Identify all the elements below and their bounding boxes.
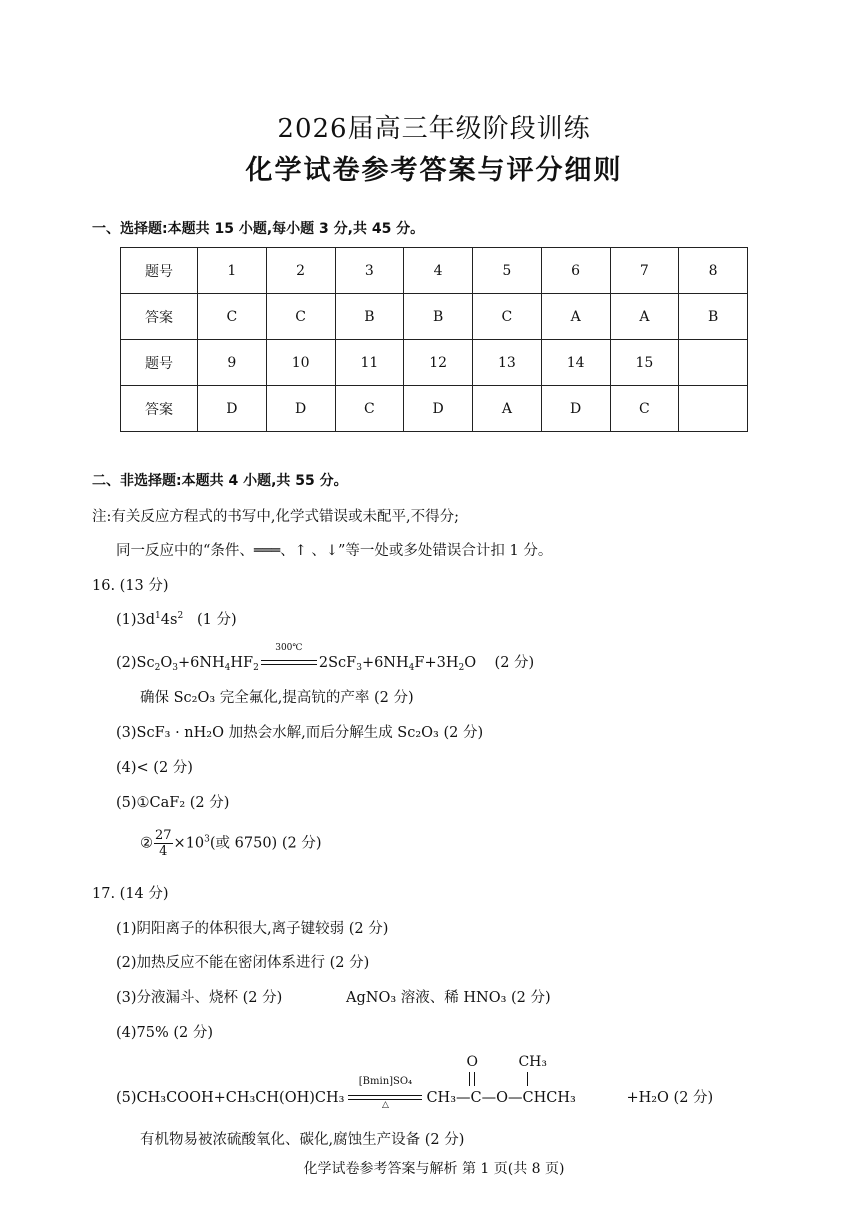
equation-text: (2)Sc xyxy=(116,655,155,671)
question-number: 9 xyxy=(198,340,267,386)
heat-symbol: △ xyxy=(381,1100,389,1110)
question-number: 5 xyxy=(473,248,542,294)
table-row xyxy=(121,386,748,432)
answer-cell: D xyxy=(541,386,610,432)
answer-text: 4s xyxy=(160,612,178,628)
question-number: 1 xyxy=(198,248,267,294)
answer-cell: B xyxy=(679,294,748,340)
q17-part5-note: 有机物易被浓硫酸氧化、碳化,腐蚀生产设备 (2 分) xyxy=(140,1132,465,1148)
numerator: 27 xyxy=(155,828,172,843)
question-number: 8 xyxy=(679,248,748,294)
answer-cell: B xyxy=(335,294,404,340)
reaction-condition: [Bmin]SO₄ xyxy=(358,1076,413,1087)
section2-heading: 二、非选择题:本题共 4 小题,共 55 分。 xyxy=(92,473,348,489)
ester-chain: CH₃—C—O—CHCH₃ xyxy=(426,1090,576,1106)
answer-cell: A xyxy=(610,294,679,340)
row-label: 答案 xyxy=(121,386,198,432)
answer-text: ② xyxy=(140,835,153,852)
q16-part1 xyxy=(116,608,237,629)
table-row xyxy=(121,248,748,294)
answer-cell: C xyxy=(610,386,679,432)
double-bond xyxy=(469,1072,475,1086)
methyl-branch: CH₃ xyxy=(518,1054,547,1070)
q16-part3: (3)ScF₃ · nH₂O 加热会水解,而后分解生成 Sc₂O₃ (2 分) xyxy=(116,725,484,741)
question-number: 13 xyxy=(473,340,542,386)
question-number: 10 xyxy=(266,340,335,386)
table-row xyxy=(121,340,748,386)
answer-cell: C xyxy=(266,294,335,340)
q16-part5a: (5)①CaF₂ (2 分) xyxy=(116,795,230,811)
exam-title: 2026届高三年级阶段训练 xyxy=(277,114,591,144)
q17-part2: (2)加热反应不能在密闭体系进行 (2 分) xyxy=(116,955,370,971)
q17-part4: (4)75% (2 分) xyxy=(116,1025,214,1041)
answer-cell: B xyxy=(404,294,473,340)
answer-cell: D xyxy=(198,386,267,432)
answer-cell: C xyxy=(335,386,404,432)
q16-part2: $(2)Sc_2O_3+6NH_4HF_2$ 300℃ $2ScF_3+6NH_4F+3H_2O$ (2 分) xyxy=(116,643,535,673)
question-number: 3 xyxy=(335,248,404,294)
answer-table xyxy=(120,247,748,432)
table-row xyxy=(121,294,748,340)
question-number: 14 xyxy=(541,340,610,386)
q17-part1: (1)阴阳离子的体积很大,离子键较弱 (2 分) xyxy=(116,921,389,937)
document-title: 化学试卷参考答案与评分细则 xyxy=(245,155,623,186)
answer-cell: D xyxy=(404,386,473,432)
q17-part3a: (3)分液漏斗、烧杯 (2 分) xyxy=(116,990,283,1006)
grading-note: 注:有关反应方程式的书写中,化学式错误或未配平,不得分; xyxy=(92,509,459,525)
answer-cell: C xyxy=(473,294,542,340)
score-text: (1 分) xyxy=(197,612,237,628)
answer-text: (或 6750) (2 分) xyxy=(209,835,322,852)
row-label: 题号 xyxy=(121,340,198,386)
question-17-label: 17. (14 分) xyxy=(92,886,169,902)
fraction xyxy=(154,828,173,859)
q16-part5b xyxy=(140,828,321,859)
question-number: 4 xyxy=(404,248,473,294)
answer-cell: A xyxy=(473,386,542,432)
reaction-condition: 300℃ xyxy=(275,643,303,653)
row-label: 题号 xyxy=(121,248,198,294)
question-number: 15 xyxy=(610,340,679,386)
superscript: 1 xyxy=(155,611,161,621)
question-number xyxy=(679,340,748,386)
score-text: (2 分) xyxy=(494,655,535,671)
q16-part4: (4)< (2 分) xyxy=(116,760,193,776)
answer-text: (1)3d xyxy=(116,612,156,628)
q17-part3b: AgNO₃ 溶液、稀 HNO₃ (2 分) xyxy=(346,990,551,1006)
grading-note: 同一反应中的“条件、═══、↑ 、↓”等一处或多处错误合计扣 1 分。 xyxy=(116,543,553,559)
page-footer: 化学试卷参考答案与解析 第 1 页(共 8 页) xyxy=(303,1161,565,1177)
equation-text: (5)CH₃COOH+CH₃CH(OH)CH₃ xyxy=(116,1090,345,1106)
superscript: 3 xyxy=(204,834,210,845)
question-16-label: 16. (13 分) xyxy=(92,578,169,594)
section1-heading: 一、选择题:本题共 15 小题,每小题 3 分,共 45 分。 xyxy=(92,221,425,237)
reaction-arrow xyxy=(261,643,317,670)
answer-cell: D xyxy=(266,386,335,432)
q17-part5 xyxy=(116,1054,714,1110)
answer-text: ×10 xyxy=(173,835,205,852)
question-number: 11 xyxy=(335,340,404,386)
carbonyl-oxygen: O xyxy=(466,1054,478,1070)
question-number: 6 xyxy=(541,248,610,294)
answer-cell: C xyxy=(198,294,267,340)
answer-cell: A xyxy=(541,294,610,340)
ester-structure xyxy=(426,1054,626,1108)
question-number: 12 xyxy=(404,340,473,386)
row-label: 答案 xyxy=(121,294,198,340)
denominator: 4 xyxy=(159,844,168,859)
reaction-arrow xyxy=(348,1076,422,1110)
answer-cell xyxy=(679,386,748,432)
question-number: 2 xyxy=(266,248,335,294)
equation-text: +H₂O (2 分) xyxy=(626,1090,714,1106)
single-bond xyxy=(527,1072,528,1086)
q16-part2-note: 确保 Sc₂O₃ 完全氟化,提高钪的产率 (2 分) xyxy=(140,690,414,706)
question-number: 7 xyxy=(610,248,679,294)
superscript: 2 xyxy=(177,611,184,621)
